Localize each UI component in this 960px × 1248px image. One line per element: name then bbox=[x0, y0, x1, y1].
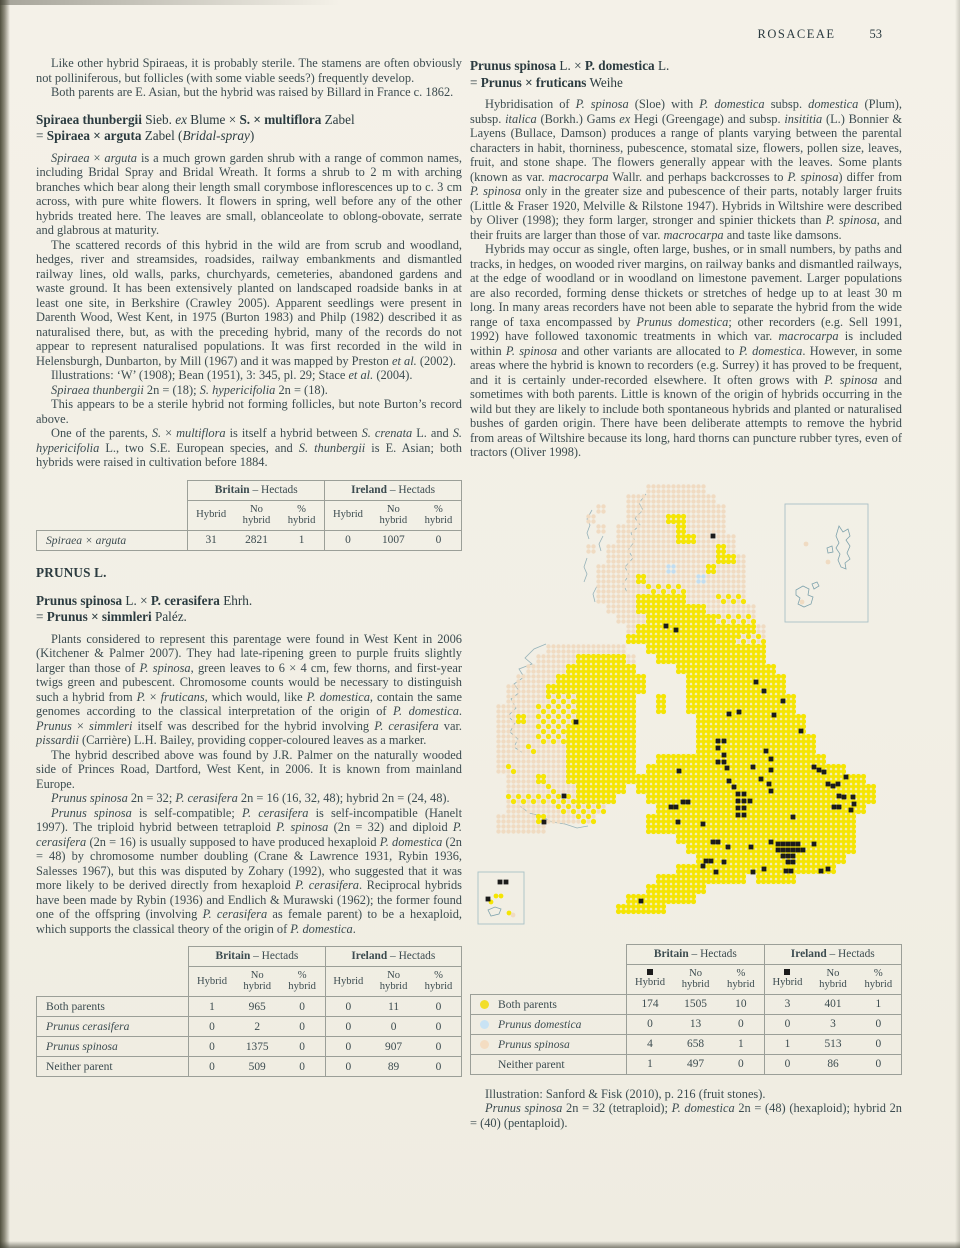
running-header bbox=[470, 27, 882, 42]
page-number: 53 bbox=[869, 27, 882, 41]
cell-value: 1 bbox=[189, 997, 235, 1017]
page-edge-shadow-left bbox=[0, 0, 10, 1248]
col-header-hybrid: Hybrid bbox=[627, 964, 673, 994]
hectad-dots-layer bbox=[489, 484, 876, 917]
ireland-group-header: Ireland – Hectads bbox=[325, 947, 461, 967]
table-row bbox=[37, 1037, 462, 1057]
britain-group-header: Britain – Hectads bbox=[188, 480, 325, 500]
cell-value: 513 bbox=[810, 1034, 855, 1054]
paragraph: One of the parents, S. × multiflora is itself a hybrid between S. crenata L. and S. hypericifolia L., two S.E. European species, and S. thunbergii is E. Asian; both hybrids were raised in cultivation before 1884. bbox=[36, 426, 462, 469]
page-edge-shadow-top bbox=[0, 0, 340, 5]
cell-value: 0 bbox=[764, 1014, 810, 1034]
paragraph: Hybrids may occur as single, often large, bushes, or in small numbers, by paths and tracks, in hedges, on wooded river margins, on railway banks and dismantled railways, at the edge of woodland or in woodland on limestone pavement. Larger populations are also recorded, forming dense thickets or stretches of hedge up to at least 30 m long. In many areas recorders have not been able to separate the hybrid from the wide range of taxa encompassed by Prunus domestica; other recorders (e.g. Sell 1991, 1992) have followed taxonomic treatments in which var. macrocarpa is included within P. spinosa and other variants are allocated to P. domestica. However, in some areas where the hybrid is known to recorders (e.g. Surrey) it has proved to be frequent, and it is certainly under-recorded elsewhere. It often grows with P. spinosa and sometimes with both parents. Little is known of the origin of hybrids occurring in the wild but they are likely to include both spontaneous hybrids and planted or naturalised bushes of garden origin. There have been deliberate attempts to remove the hybrid from areas of Wiltshire because its long, hard thorns can puncture rubber tyres, even of tractors (Oliver 1998). bbox=[470, 242, 902, 459]
orkney-outline bbox=[796, 586, 813, 607]
paragraph: Spiraea thunbergii 2n = (18); S. hypericifolia 2n = (18). bbox=[51, 382, 328, 397]
table-spiraea-arguta bbox=[36, 480, 462, 551]
col-header-hybrid: Hybrid bbox=[764, 964, 810, 994]
cell-value: 0 bbox=[856, 1054, 902, 1074]
left-column bbox=[36, 56, 462, 1089]
cell-value: 0 bbox=[764, 1054, 810, 1074]
distribution-table-prunus-simmleri bbox=[36, 946, 462, 1077]
cell-value: 0 bbox=[718, 1014, 764, 1034]
cell-value: 509 bbox=[235, 1057, 280, 1077]
heading-line: Prunus spinosa L. × P. cerasifera Ehrh. bbox=[36, 592, 253, 608]
orkney-islet-outline bbox=[812, 582, 819, 589]
heading-line: Spiraea thunbergii Sieb. ex Blume × S. × multiflora Zabel bbox=[36, 111, 355, 127]
row-label: Neither parent bbox=[471, 1054, 627, 1074]
col-header-no-hybrid: No hybrid bbox=[673, 964, 718, 994]
table-prunus-simmleri bbox=[36, 946, 462, 1077]
cell-value: 0 bbox=[280, 1037, 325, 1057]
cell-value: 0 bbox=[280, 997, 325, 1017]
col-header-no-hybrid: No hybrid bbox=[235, 967, 280, 997]
col-header-no-hybrid: No hybrid bbox=[371, 500, 416, 530]
cell-value: 1 bbox=[279, 530, 325, 550]
species-heading-prunus-fruticans bbox=[470, 58, 902, 91]
cell-value: 0 bbox=[416, 1037, 461, 1057]
right-column bbox=[470, 56, 902, 1130]
cell-value: 658 bbox=[673, 1034, 718, 1054]
cell-value: 0 bbox=[856, 1014, 902, 1034]
cell-value: 1 bbox=[764, 1034, 810, 1054]
species-heading-spiraea-arguta bbox=[36, 112, 462, 145]
distribution-table-spiraea-arguta bbox=[36, 480, 462, 551]
chromosome-note: Prunus spinosa 2n = 32 (tetraploid); P. domestica 2n = (48) (hexaploid); hybrid 2n = (40) (pentaploid). bbox=[470, 1101, 902, 1130]
col-header-hybrid: Hybrid bbox=[188, 500, 234, 530]
col-header-no-hybrid: No hybrid bbox=[371, 967, 416, 997]
legend-swatch-spacer bbox=[480, 1060, 489, 1069]
table-row bbox=[37, 1057, 462, 1077]
cell-value: 0 bbox=[416, 997, 461, 1017]
cell-value: 0 bbox=[416, 1057, 461, 1077]
row-label: Prunus spinosa bbox=[37, 1037, 189, 1057]
legend-swatch bbox=[480, 1000, 489, 1009]
col-header-no-hybrid: No hybrid bbox=[234, 500, 279, 530]
cell-value: 0 bbox=[856, 1034, 902, 1054]
cell-value: 0 bbox=[189, 1037, 235, 1057]
heading-line: = Prunus × fruticans Weihe bbox=[470, 74, 623, 90]
col-header-pct-hybrid: % hybrid bbox=[279, 500, 325, 530]
shetland-outline bbox=[836, 526, 850, 569]
cell-value: 1 bbox=[856, 994, 902, 1014]
footnotes bbox=[470, 1087, 902, 1131]
cell-value: 31 bbox=[188, 530, 234, 550]
distribution-map bbox=[476, 474, 936, 934]
cell-value: 0 bbox=[280, 1017, 325, 1037]
paragraph: Plants considered to represent this parentage were found in West Kent in 2006 (Kitchener & Palmer 2007). They had late-ripening green to purple fruits slightly larger than those of P. spinosa, green leaves to 6 × 4 cm, few thorns, and first-year twigs green and pubescent. Chromosome counts would be necessary to distinguish such a hybrid from P. × fruticans, which would, like P. domestica, contain the same genomes according to the classical interpretation of the origin of P. domestica. Prunus × simmleri itself was described for the hybrid involving P. cerasifera var. pissardii (Carrière) L.H. Bailey, providing copper-coloured leaves as a marker. bbox=[36, 631, 463, 747]
cell-value: 1 bbox=[627, 1054, 673, 1074]
legend-swatch bbox=[480, 1020, 489, 1029]
paragraph: Like other hybrid Spiraeas, it is probably sterile. The stamens are often obviously not polliniferous, but follicles (with some viable seeds?) frequently develop. bbox=[36, 56, 462, 85]
row-label: Both parents bbox=[471, 994, 627, 1014]
cell-value: 497 bbox=[673, 1054, 718, 1074]
legend-swatch bbox=[480, 1040, 489, 1049]
heading-line: = Spiraea × arguta Zabel (Bridal-spray) bbox=[36, 128, 255, 143]
cell-value: 10 bbox=[718, 994, 764, 1014]
cell-value: 401 bbox=[810, 994, 855, 1014]
cell-value: 13 bbox=[673, 1014, 718, 1034]
row-label: Prunus spinosa bbox=[471, 1034, 627, 1054]
table-row bbox=[471, 994, 902, 1014]
row-label: Prunus cerasifera bbox=[37, 1017, 189, 1037]
species-heading-prunus-simmleri bbox=[36, 593, 462, 626]
page-edge-shadow-right bbox=[955, 0, 960, 1248]
paragraph: Prunus spinosa 2n = 32; P. cerasifera 2n = 16 (16, 32, 48); hybrid 2n = (24, 48). bbox=[51, 791, 450, 805]
table-row bbox=[471, 1014, 902, 1034]
cell-value: 3 bbox=[810, 1014, 855, 1034]
col-header-hybrid: Hybrid bbox=[189, 967, 235, 997]
cell-value: 2 bbox=[235, 1017, 280, 1037]
paragraph: Hybridisation of P. spinosa (Sloe) with P. domestica subsp. domestica (Plum), subsp. italica (Borkh.) Gams ex Hegi (Greengage) and subsp. insititia (L.) Bonnier & Layens (Bullace, Damson) produces a range of plants varying between the parental characters in habit, thorniness, pubescence, stomatal size, flowers, pollen size, leaves, fruit, and stone shape. The flowers generally appear with the leaves. Some plants (known as var. macrocarpa Wallr. and perhaps backcrosses to P. spinosa) differ from P. spinosa only in the greater size and pubescence of their parts, notably larger fruits (Little & Fraser 1920, Melville & Rilstone 1947). Hybrids in Wiltshire were described by Oliver (1998); they form larger, stronger and spinier thickets than P. spinosa, and their fruits are larger than those of var. macrocarpa and taste like damsons. bbox=[470, 97, 902, 242]
col-header-no-hybrid: No hybrid bbox=[810, 964, 855, 994]
cell-value: 0 bbox=[325, 1037, 371, 1057]
col-header-hybrid: Hybrid bbox=[325, 967, 371, 997]
cell-value: 0 bbox=[325, 1057, 371, 1077]
distribution-table-prunus-fruticans bbox=[470, 944, 902, 1075]
paragraph: This appears to be a sterile hybrid not forming follicles, but note Burton’s record above. bbox=[36, 397, 462, 426]
britain-group-header: Britain – Hectads bbox=[627, 944, 764, 964]
paragraph: The scattered records of this hybrid in the wild are from scrub and woodland, hedges, river and streamsides, roadsides, railway embankments and dismantled railway lines, old walls, parks, churchyards, cemeteries, abandoned gardens and waste ground. It has been extensively planted on landscaped roadside banks in at least one site, in Berkshire (Crawley 2005). Apparent seedlings were present in Darenth Wood, West Kent, in 1975 (Burton 1983) and Philp (1982) described it as naturalised there, but, as with the preceding hybrid, many of the records do not appear to represent naturalised populations. It was first recorded in the wild in Helensburgh, Dunbarton, by Mill (1967) and it was mapped by Preston et al. (2002). bbox=[36, 237, 462, 368]
britain-group-header: Britain – Hectads bbox=[189, 947, 325, 967]
cell-value: 0 bbox=[416, 1017, 461, 1037]
paragraph: Both parents are E. Asian, but the hybrid was raised by Billard in France c. 1862. bbox=[51, 85, 454, 99]
cell-value: 89 bbox=[371, 1057, 416, 1077]
distribution-map-svg bbox=[476, 474, 936, 934]
paragraph: Illustrations: ‘W’ (1908); Bean (1951), 3: 345, pl. 29; Stace et al. (2004). bbox=[51, 368, 413, 382]
table-row bbox=[471, 1034, 902, 1054]
row-label: Both parents bbox=[37, 997, 189, 1017]
paragraph: Prunus spinosa is self-compatible; P. cerasifera is self-incompatible (Hanelt 1997). The triploid hybrid between tetraploid P. spinosa (2n = 32) and diploid P. cerasifera (2n = 16) is usually supposed to have produced hexaploid P. domestica (2n = 48) by chromosome number doubling (Crane & Lawrence 1931, Rybin 1936, Salesses 1967), but this was disputed by Zohary (1992), who suggested that it was more likely to be derived directly from hexaploid P. cerasifera. Reciprocal hybrids have been made by Rybin (1936) and Endlich & Murawski (1962); the former found one of the offspring (involving P. cerasifera as female parent) to be a hexaploid, which supports the classical theory of the origin of P. domestica. bbox=[36, 805, 463, 936]
heading-line: Prunus spinosa L. × P. domestica L. bbox=[470, 58, 670, 73]
col-header-pct-hybrid: % hybrid bbox=[856, 964, 902, 994]
cell-value: 0 bbox=[189, 1057, 235, 1077]
row-label: Neither parent bbox=[37, 1057, 189, 1077]
row-label: Spiraea × arguta bbox=[37, 530, 188, 550]
col-header-pct-hybrid: % hybrid bbox=[416, 500, 462, 530]
table-row bbox=[471, 1054, 902, 1074]
hybrid-squares-layer bbox=[486, 533, 857, 903]
family-name: ROSACEAE bbox=[757, 27, 836, 41]
cell-value: 0 bbox=[325, 997, 371, 1017]
cell-value: 0 bbox=[416, 530, 462, 550]
cell-value: 0 bbox=[627, 1014, 673, 1034]
col-header-hybrid: Hybrid bbox=[325, 500, 371, 530]
cell-value: 11 bbox=[371, 997, 416, 1017]
col-header-pct-hybrid: % hybrid bbox=[718, 964, 764, 994]
hybrid-square-icon bbox=[784, 969, 790, 975]
page-edge-shadow-bottom bbox=[0, 1241, 960, 1248]
cell-value: 0 bbox=[189, 1017, 235, 1037]
cell-value: 1 bbox=[718, 1034, 764, 1054]
cell-value: 907 bbox=[371, 1037, 416, 1057]
paragraph: Spiraea × arguta is a much grown garden shrub with a range of common names, including Bridal Spray and Bridal Wreath. It forms a shrub to 2 m with arching branches which bear along their length small corymbose inflorescences up to c. 3 cm across, with pure white flowers. It flowers in spring, well before any of the other hybrids treated here. The leaves are small, oblanceolate to oblong-obovate, serrate and glabrous at maturity. bbox=[36, 150, 462, 237]
table-prunus-fruticans bbox=[470, 944, 902, 1075]
table-row bbox=[37, 530, 462, 550]
table-row bbox=[37, 997, 462, 1017]
cell-value: 4 bbox=[627, 1034, 673, 1054]
cell-value: 965 bbox=[235, 997, 280, 1017]
cell-value: 1505 bbox=[673, 994, 718, 1014]
ireland-group-header: Ireland – Hectads bbox=[764, 944, 901, 964]
channel-island-outline bbox=[488, 907, 501, 916]
illustration-note: Illustration: Sanford & Fisk (2010), p. 216 (fruit stones). bbox=[485, 1086, 766, 1101]
cell-value: 0 bbox=[325, 1017, 371, 1037]
col-header-pct-hybrid: % hybrid bbox=[416, 967, 461, 997]
hybrid-square-icon bbox=[647, 969, 653, 975]
cell-value: 174 bbox=[627, 994, 673, 1014]
cell-value: 2821 bbox=[234, 530, 279, 550]
cell-value: 0 bbox=[371, 1017, 416, 1037]
genus-heading-prunus: PRUNUS L. bbox=[36, 564, 107, 580]
paragraph: The hybrid described above was found by J.R. Palmer on the naturally wooded side of Princes Road, Dartford, West Kent, in 2006. It is known from mainland Europe. bbox=[36, 747, 462, 791]
cell-value: 0 bbox=[280, 1057, 325, 1077]
cell-value: 86 bbox=[810, 1054, 855, 1074]
cell-value: 3 bbox=[764, 994, 810, 1014]
col-header-pct-hybrid: % hybrid bbox=[280, 967, 325, 997]
cell-value: 1007 bbox=[371, 530, 416, 550]
row-label: Prunus domestica bbox=[471, 1014, 627, 1034]
ireland-group-header: Ireland – Hectads bbox=[325, 480, 462, 500]
cell-value: 1375 bbox=[235, 1037, 280, 1057]
shetland-islet-outline bbox=[827, 546, 833, 553]
cell-value: 0 bbox=[718, 1054, 764, 1074]
heading-line: = Prunus × simmleri Paléz. bbox=[36, 609, 187, 624]
table-row bbox=[37, 1017, 462, 1037]
cell-value: 0 bbox=[325, 530, 371, 550]
